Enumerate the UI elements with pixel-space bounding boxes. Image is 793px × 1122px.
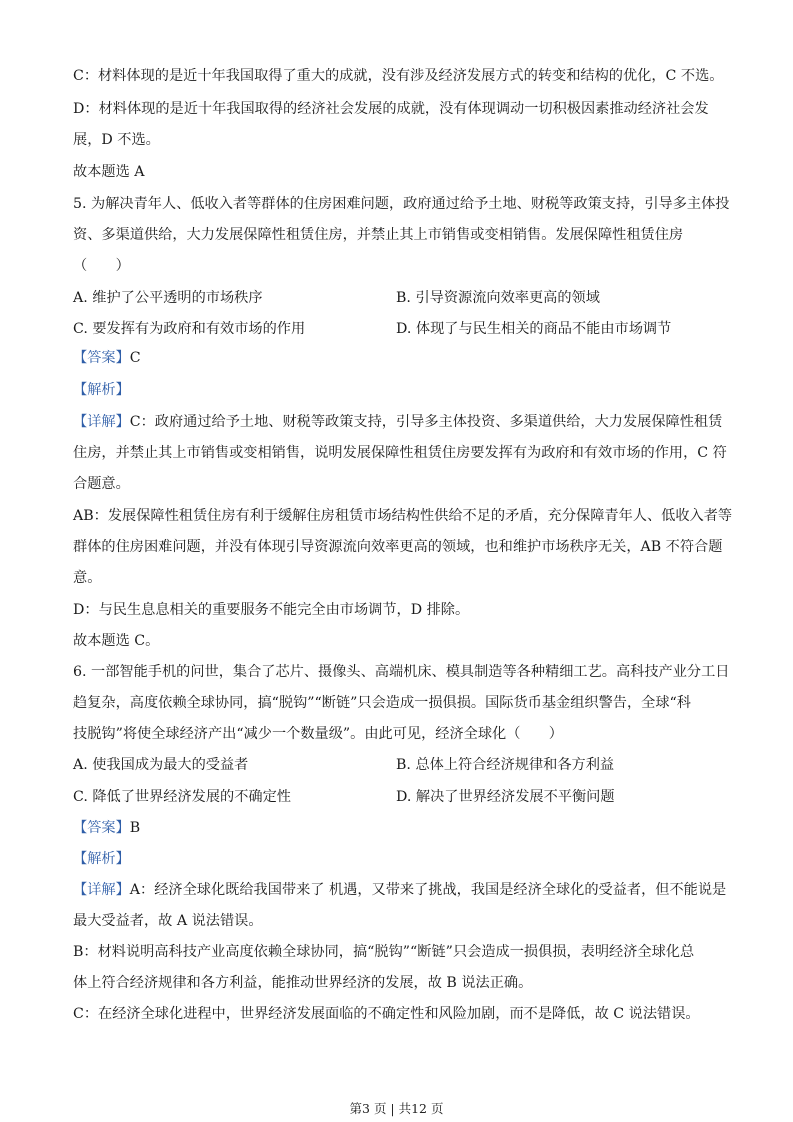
q6-analysis-label: 【解析】 <box>73 851 130 867</box>
q5-stem-line2: 资、多渠道供给，大力发展保障性租赁住房，并禁止其上市销售或变相销售。发展保障性租赁住房 <box>73 227 684 243</box>
q5-detail-line1 <box>73 412 722 432</box>
q5-stem-line1: 5. 为解决青年人、低收入者等群体的住房困难问题，政府通过给予土地、财税等政策支持，引导多主体投 <box>73 196 730 212</box>
q6-option-c: C. 降低了世界经济发展的不确定性 <box>73 789 291 805</box>
q6-detail-line1 <box>73 880 726 900</box>
q5-analysis-tag <box>73 380 130 400</box>
q5-answer <box>73 348 141 368</box>
q5-detail-line3: 合题意。 <box>73 476 130 492</box>
q6-option-d: D. 解决了世界经济发展不平衡问题 <box>396 789 615 805</box>
q5-detail-d: D：与民生息息相关的重要服务不能完全由市场调节，D 排除。 <box>73 602 470 618</box>
q6-detail-line2: 最大受益者，故 A 说法错误。 <box>73 913 263 929</box>
q5-answer-value: C <box>129 350 141 366</box>
q6-detail-tag: 【详解】 <box>73 882 130 898</box>
q6-option-a: A. 使我国成为最大的受益者 <box>73 757 249 773</box>
prev-analysis-d-line1: D：材料体现的是近十年我国取得的经济社会发展的成就，没有体现调动一切积极因素推动经济社会发 <box>73 101 709 117</box>
q5-option-d: D. 体现了与民生相关的商品不能由市场调节 <box>396 321 672 337</box>
q6-answer-tag: 【答案】 <box>73 820 130 836</box>
q5-option-b: B. 引导资源流向效率更高的领域 <box>396 290 600 306</box>
q6-analysis-tag <box>73 849 130 869</box>
q5-analysis-label: 【解析】 <box>73 382 130 398</box>
q5-detail-ab-line3: 意。 <box>73 570 102 586</box>
q6-detail-text1: A：经济全球化既给我国带来了 机遇，又带来了挑战，我国是经济全球化的受益者，但不能说是 <box>129 882 727 898</box>
q6-stem-line3: 技脱钩”将使全球经济产出“减少一个数量级”。由此可见，经济全球化（ ） <box>73 726 563 742</box>
q6-answer <box>73 818 140 838</box>
q6-detail-b-line1: B：材料说明高科技产业高度依赖全球协同，搞“脱钩”“断链”只会造成一损俱损，表明经济全球化总 <box>73 944 695 960</box>
q5-detail-line2: 住房，并禁止其上市销售或变相销售，说明发展保障性租赁住房要发挥有为政府和有效市场的作用，C 符 <box>73 445 727 461</box>
q6-stem-line2: 趋复杂，高度依赖全球协同，搞“脱钩”“断链”只会造成一损俱损。国际货币基金组织警告，全球“科 <box>73 695 691 711</box>
q6-answer-value: B <box>129 820 141 836</box>
q5-detail-tag: 【详解】 <box>73 414 130 430</box>
q5-stem-line3: （ ） <box>73 258 130 274</box>
q5-detail-ab-line1: AB：发展保障性租赁住房有利于缓解住房租赁市场结构性供给不足的矛盾，充分保障青年人、低收入者等 <box>73 508 733 524</box>
q5-answer-tag: 【答案】 <box>73 350 130 366</box>
q5-detail-ab-line2: 群体的住房困难问题，并没有体现引导资源流向效率更高的领域，也和维护市场秩序无关，AB 不符合题 <box>73 539 723 555</box>
q6-option-b: B. 总体上符合经济规律和各方利益 <box>396 757 615 773</box>
q5-option-c: C. 要发挥有为政府和有效市场的作用 <box>73 321 306 337</box>
q6-detail-c: C：在经济全球化进程中，世界经济发展面临的不确定性和风险加剧，而不是降低，故 C 说法错误。 <box>73 1006 700 1022</box>
page-footer: 第3 页 | 共12 页 <box>349 1101 444 1116</box>
prev-analysis-c: C：材料体现的是近十年我国取得了重大的成就，没有涉及经济发展方式的转变和结构的优化，C 不选。 <box>73 68 724 84</box>
q6-stem-line1: 6. 一部智能手机的问世，集合了芯片、摄像头、高端机床、模具制造等各种精细工艺。高科技产业分工日 <box>73 664 730 680</box>
prev-conclusion: 故本题选 A <box>73 164 145 180</box>
prev-analysis-d-line2: 展，D 不选。 <box>73 132 160 148</box>
q5-detail-text1: C：政府通过给予土地、财税等政策支持，引导多主体投资、多渠道供给，大力发展保障性租赁 <box>129 414 723 430</box>
q5-conclusion: 故本题选 C。 <box>73 633 160 649</box>
q6-detail-b-line2: 体上符合经济规律和各方利益，能推动世界经济的发展，故 B 说法正确。 <box>73 975 533 991</box>
q5-option-a: A. 维护了公平透明的市场秩序 <box>73 290 263 306</box>
